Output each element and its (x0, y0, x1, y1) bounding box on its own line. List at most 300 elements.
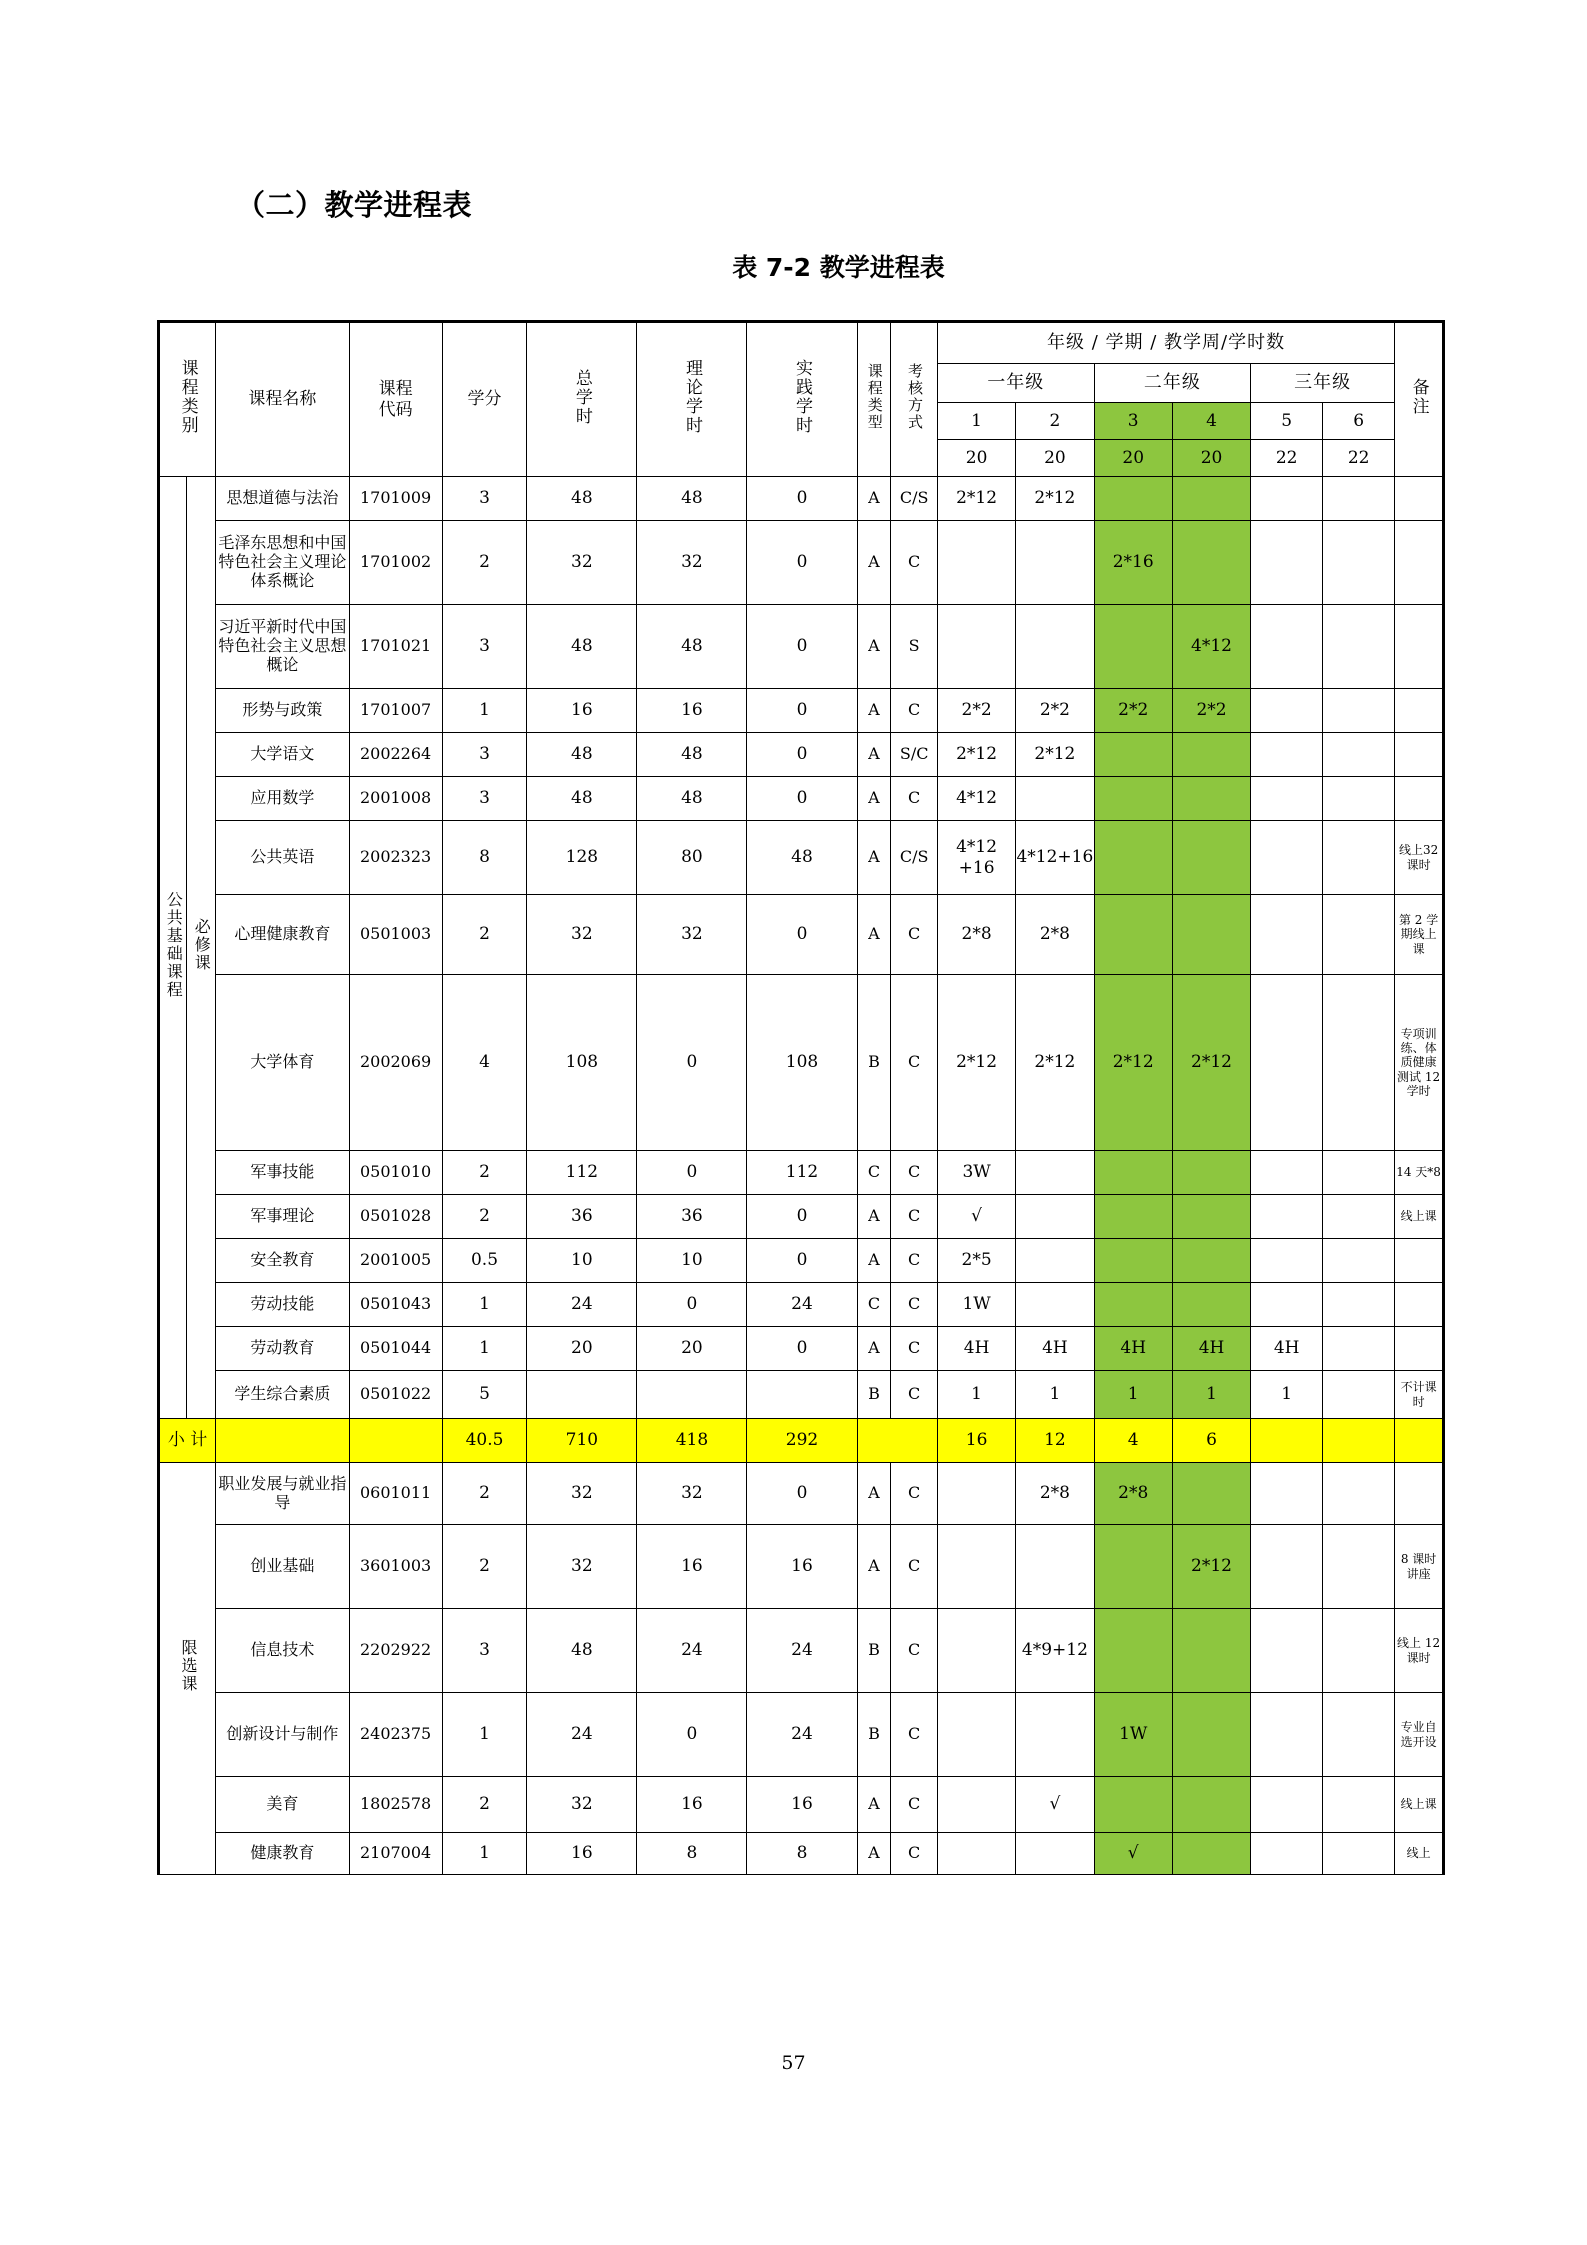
cell-course-name: 职业发展与就业指导 (216, 1463, 349, 1525)
cell-practice-hours (747, 1371, 857, 1419)
cell-assessment: C/S (891, 477, 938, 521)
cell-semester-2 (1016, 1283, 1094, 1327)
cell-course-code: 0501003 (349, 895, 442, 975)
cell-course-code: 1701007 (349, 689, 442, 733)
cell-semester-4: 1 (1172, 1371, 1250, 1419)
cell-remark (1395, 689, 1444, 733)
cell-semester-4 (1172, 733, 1250, 777)
table-row (159, 1833, 1444, 1875)
cell-practice-hours: 48 (747, 821, 857, 895)
cell-semester-6 (1323, 477, 1395, 521)
cell-semester-1: 4*12 (937, 777, 1015, 821)
cell-course-type: A (857, 777, 891, 821)
cell-course-name: 学生综合素质 (216, 1371, 349, 1419)
cell-semester-1: 2*12 (937, 477, 1015, 521)
cell-course-type: A (857, 1195, 891, 1239)
cell-remark: 线上 12 课时 (1395, 1609, 1444, 1693)
cell-semester-5 (1251, 1463, 1323, 1525)
cell-semester-3 (1094, 1239, 1172, 1283)
cell-course-type: A (857, 521, 891, 605)
cell-semester-4 (1172, 1833, 1250, 1875)
table-row (159, 1609, 1444, 1693)
cell-semester-2: 2*12 (1016, 477, 1094, 521)
cell-course-name: 创新设计与制作 (216, 1693, 349, 1777)
cell-theory-hours (637, 1371, 747, 1419)
cell-semester-1 (937, 1609, 1015, 1693)
cell-course-code: 1802578 (349, 1777, 442, 1833)
cell-semester-6 (1323, 1327, 1395, 1371)
cell-semester-4 (1172, 1195, 1250, 1239)
cell-practice-hours: 24 (747, 1609, 857, 1693)
cell-assessment: C (891, 975, 938, 1151)
cell-semester-6 (1323, 895, 1395, 975)
subtotal-row (159, 1419, 1444, 1463)
table-row (159, 777, 1444, 821)
cell-semester-4 (1172, 477, 1250, 521)
cell-semester-1 (937, 1833, 1015, 1875)
cell-credits: 2 (442, 521, 527, 605)
cell-semester-1 (937, 1693, 1015, 1777)
cell-total-hours: 48 (527, 477, 637, 521)
cell-semester-3 (1094, 821, 1172, 895)
cell-semester-6 (1323, 777, 1395, 821)
cell-semester-3 (1094, 777, 1172, 821)
cell-theory-hours: 48 (637, 605, 747, 689)
cell-semester-5: 4H (1251, 1327, 1323, 1371)
cell-semester-3 (1094, 1777, 1172, 1833)
cell-semester-2: 4H (1016, 1327, 1094, 1371)
cell-semester-4 (1172, 1777, 1250, 1833)
cell-course-code: 0501010 (349, 1151, 442, 1195)
cell-semester-1 (937, 1463, 1015, 1525)
cell-practice-hours: 0 (747, 1463, 857, 1525)
cell-semester-2: 2*8 (1016, 895, 1094, 975)
cell-semester-4 (1172, 1283, 1250, 1327)
cell-semester-2 (1016, 1195, 1094, 1239)
cell-semester-1 (937, 1777, 1015, 1833)
cell-semester-3: 4H (1094, 1327, 1172, 1371)
cell-semester-5 (1251, 1609, 1323, 1693)
cell-practice-hours: 0 (747, 605, 857, 689)
cell-semester-4 (1172, 1463, 1250, 1525)
table-row (159, 1777, 1444, 1833)
cell-semester-6 (1323, 1463, 1395, 1525)
cell-course-code: 0501044 (349, 1327, 442, 1371)
cell-credits: 5 (442, 1371, 527, 1419)
cell-semester-3 (1094, 733, 1172, 777)
table-row (159, 1239, 1444, 1283)
cell-assessment: C (891, 1239, 938, 1283)
header-assessment: 考核方式 (891, 322, 938, 477)
cell-course-code: 2001008 (349, 777, 442, 821)
cell-remark (1395, 1239, 1444, 1283)
header-weeks-2: 20 (1016, 440, 1094, 477)
subtotal-s2: 12 (1016, 1419, 1094, 1463)
cell-semester-4 (1172, 521, 1250, 605)
cell-remark (1395, 733, 1444, 777)
cell-semester-1 (937, 521, 1015, 605)
cell-semester-2 (1016, 1693, 1094, 1777)
category-public-basic: 公共基础课程 (159, 477, 187, 1419)
cell-semester-3 (1094, 1151, 1172, 1195)
cell-assessment: C (891, 689, 938, 733)
header-weeks-5: 22 (1251, 440, 1323, 477)
cell-theory-hours: 32 (637, 521, 747, 605)
table-row (159, 477, 1444, 521)
cell-semester-3: 1W (1094, 1693, 1172, 1777)
cell-semester-5 (1251, 477, 1323, 521)
header-practice-hours: 实践学时 (747, 322, 857, 477)
cell-remark (1395, 777, 1444, 821)
cell-semester-1: 2*12 (937, 975, 1015, 1151)
cell-course-type: A (857, 1463, 891, 1525)
cell-course-code: 2202922 (349, 1609, 442, 1693)
header-theory-hours: 理论学时 (637, 322, 747, 477)
cell-practice-hours: 16 (747, 1525, 857, 1609)
cell-course-type: A (857, 605, 891, 689)
header-row-1 (159, 322, 1444, 364)
cell-semester-4 (1172, 895, 1250, 975)
cell-theory-hours: 16 (637, 1525, 747, 1609)
cell-course-type: A (857, 1525, 891, 1609)
cell-course-type: A (857, 1327, 891, 1371)
cell-semester-3: 2*16 (1094, 521, 1172, 605)
cell-semester-6 (1323, 605, 1395, 689)
cell-remark (1395, 1327, 1444, 1371)
cell-course-name: 大学体育 (216, 975, 349, 1151)
cell-semester-5 (1251, 1151, 1323, 1195)
cell-theory-hours: 16 (637, 689, 747, 733)
cell-credits: 1 (442, 1283, 527, 1327)
cell-semester-6 (1323, 975, 1395, 1151)
cell-course-code: 0601011 (349, 1463, 442, 1525)
cell-course-name: 劳动技能 (216, 1283, 349, 1327)
cell-semester-6 (1323, 1151, 1395, 1195)
cell-semester-1: 2*12 (937, 733, 1015, 777)
cell-assessment: C (891, 777, 938, 821)
cell-theory-hours: 0 (637, 1283, 747, 1327)
cell-course-code: 3601003 (349, 1525, 442, 1609)
cell-semester-6 (1323, 821, 1395, 895)
cell-semester-5: 1 (1251, 1371, 1323, 1419)
cell-practice-hours: 16 (747, 1777, 857, 1833)
cell-semester-2 (1016, 1525, 1094, 1609)
cell-semester-5 (1251, 689, 1323, 733)
subtotal-label: 小 计 (159, 1419, 216, 1463)
subtotal-type-assess (857, 1419, 937, 1463)
cell-semester-2 (1016, 1833, 1094, 1875)
cell-theory-hours: 48 (637, 777, 747, 821)
cell-credits: 2 (442, 1463, 527, 1525)
cell-assessment: C (891, 1283, 938, 1327)
cell-semester-5 (1251, 1239, 1323, 1283)
cell-total-hours (527, 1371, 637, 1419)
table-row (159, 733, 1444, 777)
cell-theory-hours: 48 (637, 733, 747, 777)
cell-semester-5 (1251, 777, 1323, 821)
cell-assessment: C (891, 1777, 938, 1833)
cell-credits: 2 (442, 1151, 527, 1195)
cell-theory-hours: 0 (637, 975, 747, 1151)
teaching-schedule-table-wrapper (157, 320, 1445, 1875)
cell-total-hours: 32 (527, 1525, 637, 1609)
cell-semester-3 (1094, 477, 1172, 521)
cell-assessment: C (891, 521, 938, 605)
subtotal-s4: 6 (1172, 1419, 1250, 1463)
cell-semester-2: 1 (1016, 1371, 1094, 1419)
header-grade-1: 一年级 (937, 364, 1094, 403)
cell-credits: 3 (442, 777, 527, 821)
cell-total-hours: 24 (527, 1693, 637, 1777)
subtotal-remark (1395, 1419, 1444, 1463)
subtotal-practice-hours: 292 (747, 1419, 857, 1463)
cell-course-code: 0501043 (349, 1283, 442, 1327)
cell-practice-hours: 0 (747, 777, 857, 821)
cell-semester-5 (1251, 1833, 1323, 1875)
cell-assessment: C (891, 1371, 938, 1419)
cell-semester-5 (1251, 821, 1323, 895)
cell-course-name: 心理健康教育 (216, 895, 349, 975)
cell-total-hours: 10 (527, 1239, 637, 1283)
subtotal-s5 (1251, 1419, 1323, 1463)
cell-remark (1395, 521, 1444, 605)
cell-practice-hours: 0 (747, 733, 857, 777)
cell-semester-4 (1172, 1239, 1250, 1283)
cell-semester-2 (1016, 605, 1094, 689)
table-row (159, 975, 1444, 1151)
cell-remark: 不计课时 (1395, 1371, 1444, 1419)
cell-practice-hours: 0 (747, 1195, 857, 1239)
cell-practice-hours: 24 (747, 1283, 857, 1327)
cell-assessment: C (891, 1833, 938, 1875)
subtotal-s1: 16 (937, 1419, 1015, 1463)
table-row (159, 521, 1444, 605)
cell-course-name: 公共英语 (216, 821, 349, 895)
cell-credits: 3 (442, 477, 527, 521)
cell-course-name: 形势与政策 (216, 689, 349, 733)
cell-semester-3 (1094, 895, 1172, 975)
table-row (159, 1463, 1444, 1525)
table-row (159, 1195, 1444, 1239)
cell-credits: 1 (442, 1327, 527, 1371)
cell-semester-1: 4*12 +16 (937, 821, 1015, 895)
cell-course-name: 安全教育 (216, 1239, 349, 1283)
cell-semester-2 (1016, 1151, 1094, 1195)
cell-practice-hours: 0 (747, 521, 857, 605)
cell-semester-4: 4H (1172, 1327, 1250, 1371)
cell-assessment: C/S (891, 821, 938, 895)
cell-semester-3: 2*12 (1094, 975, 1172, 1151)
cell-course-code: 2402375 (349, 1693, 442, 1777)
header-course-name: 课程名称 (216, 322, 349, 477)
cell-semester-6 (1323, 733, 1395, 777)
cell-semester-1: 2*2 (937, 689, 1015, 733)
cell-course-type: A (857, 733, 891, 777)
subtotal-s6 (1323, 1419, 1395, 1463)
cell-semester-2: 4*12+16 (1016, 821, 1094, 895)
cell-semester-3: 1 (1094, 1371, 1172, 1419)
cell-semester-3 (1094, 1283, 1172, 1327)
cell-semester-1: 1W (937, 1283, 1015, 1327)
cell-semester-4: 2*2 (1172, 689, 1250, 733)
header-grade-2: 二年级 (1094, 364, 1251, 403)
cell-total-hours: 16 (527, 1833, 637, 1875)
cell-assessment: C (891, 1327, 938, 1371)
cell-semester-4 (1172, 1609, 1250, 1693)
cell-remark: 第 2 学期线上课 (1395, 895, 1444, 975)
cell-theory-hours: 10 (637, 1239, 747, 1283)
cell-semester-1: 1 (937, 1371, 1015, 1419)
cell-semester-3 (1094, 1525, 1172, 1609)
cell-course-name: 毛泽东思想和中国特色社会主义理论体系概论 (216, 521, 349, 605)
table-row (159, 1371, 1444, 1419)
cell-course-name: 军事理论 (216, 1195, 349, 1239)
cell-semester-6 (1323, 1833, 1395, 1875)
cell-course-code: 1701002 (349, 521, 442, 605)
cell-remark (1395, 477, 1444, 521)
cell-assessment: S (891, 605, 938, 689)
cell-credits: 8 (442, 821, 527, 895)
cell-semester-1: √ (937, 1195, 1015, 1239)
subtotal-s3: 4 (1094, 1419, 1172, 1463)
page-number: 57 (781, 2052, 806, 2074)
subtotal-code (349, 1419, 442, 1463)
cell-total-hours: 48 (527, 1609, 637, 1693)
cell-total-hours: 16 (527, 689, 637, 733)
cell-semester-1 (937, 1525, 1015, 1609)
cell-semester-2: 2*8 (1016, 1463, 1094, 1525)
cell-credits: 1 (442, 1833, 527, 1875)
cell-assessment: C (891, 1609, 938, 1693)
cell-semester-4: 2*12 (1172, 1525, 1250, 1609)
cell-course-name: 思想道德与法治 (216, 477, 349, 521)
cell-course-name: 大学语文 (216, 733, 349, 777)
cell-total-hours: 20 (527, 1327, 637, 1371)
cell-credits: 2 (442, 1777, 527, 1833)
cell-theory-hours: 32 (637, 895, 747, 975)
cell-course-name: 习近平新时代中国特色社会主义思想概论 (216, 605, 349, 689)
cell-semester-6 (1323, 1609, 1395, 1693)
cell-practice-hours: 0 (747, 1239, 857, 1283)
cell-total-hours: 32 (527, 1777, 637, 1833)
cell-credits: 3 (442, 733, 527, 777)
cell-semester-3: 2*2 (1094, 689, 1172, 733)
table-row (159, 821, 1444, 895)
table-row (159, 1151, 1444, 1195)
cell-semester-3: √ (1094, 1833, 1172, 1875)
cell-remark (1395, 605, 1444, 689)
cell-course-code: 2001005 (349, 1239, 442, 1283)
header-weeks-1: 20 (937, 440, 1015, 477)
cell-theory-hours: 16 (637, 1777, 747, 1833)
cell-credits: 4 (442, 975, 527, 1151)
cell-course-type: B (857, 975, 891, 1151)
table-row (159, 605, 1444, 689)
subtotal-total-hours: 710 (527, 1419, 637, 1463)
cell-credits: 2 (442, 1525, 527, 1609)
cell-semester-4 (1172, 1151, 1250, 1195)
cell-remark: 14 天*8 (1395, 1151, 1444, 1195)
cell-theory-hours: 8 (637, 1833, 747, 1875)
cell-total-hours: 108 (527, 975, 637, 1151)
cell-course-type: A (857, 689, 891, 733)
subtotal-name-blank (216, 1419, 349, 1463)
subtotal-credits: 40.5 (442, 1419, 527, 1463)
cell-semester-2: 2*12 (1016, 975, 1094, 1151)
header-semester-5: 5 (1251, 403, 1323, 440)
cell-assessment: C (891, 1463, 938, 1525)
cell-semester-6 (1323, 1693, 1395, 1777)
cell-assessment: C (891, 1693, 938, 1777)
cell-semester-4 (1172, 1693, 1250, 1777)
table-row (159, 1327, 1444, 1371)
cell-semester-5 (1251, 1525, 1323, 1609)
cell-practice-hours: 24 (747, 1693, 857, 1777)
cell-semester-4 (1172, 821, 1250, 895)
cell-credits: 1 (442, 689, 527, 733)
cell-semester-5 (1251, 1777, 1323, 1833)
header-total-hours: 总学时 (527, 322, 637, 477)
cell-course-type: A (857, 1777, 891, 1833)
cell-semester-5 (1251, 1693, 1323, 1777)
cell-semester-5 (1251, 1283, 1323, 1327)
cell-semester-4 (1172, 777, 1250, 821)
cell-total-hours: 32 (527, 1463, 637, 1525)
cell-remark: 8 课时讲座 (1395, 1525, 1444, 1609)
cell-semester-4: 2*12 (1172, 975, 1250, 1151)
cell-theory-hours: 0 (637, 1151, 747, 1195)
cell-theory-hours: 80 (637, 821, 747, 895)
cell-total-hours: 48 (527, 733, 637, 777)
cell-credits: 2 (442, 895, 527, 975)
cell-practice-hours: 0 (747, 477, 857, 521)
cell-credits: 1 (442, 1693, 527, 1777)
cell-assessment: C (891, 1151, 938, 1195)
cell-course-type: B (857, 1693, 891, 1777)
header-category: 课程类别 (159, 322, 216, 477)
cell-semester-2: √ (1016, 1777, 1094, 1833)
cell-semester-6 (1323, 1777, 1395, 1833)
header-grade-3: 三年级 (1251, 364, 1395, 403)
cell-semester-1: 2*8 (937, 895, 1015, 975)
cell-assessment: C (891, 1195, 938, 1239)
header-course-code: 课程 代码 (349, 322, 442, 477)
cell-practice-hours: 112 (747, 1151, 857, 1195)
header-semester-6: 6 (1323, 403, 1395, 440)
cell-semester-1: 3W (937, 1151, 1015, 1195)
table-row (159, 1693, 1444, 1777)
cell-semester-5 (1251, 521, 1323, 605)
cell-theory-hours: 24 (637, 1609, 747, 1693)
cell-semester-6 (1323, 1371, 1395, 1419)
cell-total-hours: 112 (527, 1151, 637, 1195)
cell-course-type: A (857, 895, 891, 975)
cell-total-hours: 32 (527, 521, 637, 605)
cell-semester-2: 2*2 (1016, 689, 1094, 733)
cell-semester-2 (1016, 777, 1094, 821)
cell-semester-6 (1323, 689, 1395, 733)
header-semester-3: 3 (1094, 403, 1172, 440)
cell-semester-6 (1323, 1525, 1395, 1609)
cell-total-hours: 48 (527, 777, 637, 821)
cell-course-type: B (857, 1609, 891, 1693)
cell-semester-2: 4*9+12 (1016, 1609, 1094, 1693)
cell-course-type: A (857, 1833, 891, 1875)
cell-semester-5 (1251, 895, 1323, 975)
cell-remark: 专项训练、体质健康测试 12 学时 (1395, 975, 1444, 1151)
header-weeks-6: 22 (1323, 440, 1395, 477)
cell-course-code: 2002323 (349, 821, 442, 895)
